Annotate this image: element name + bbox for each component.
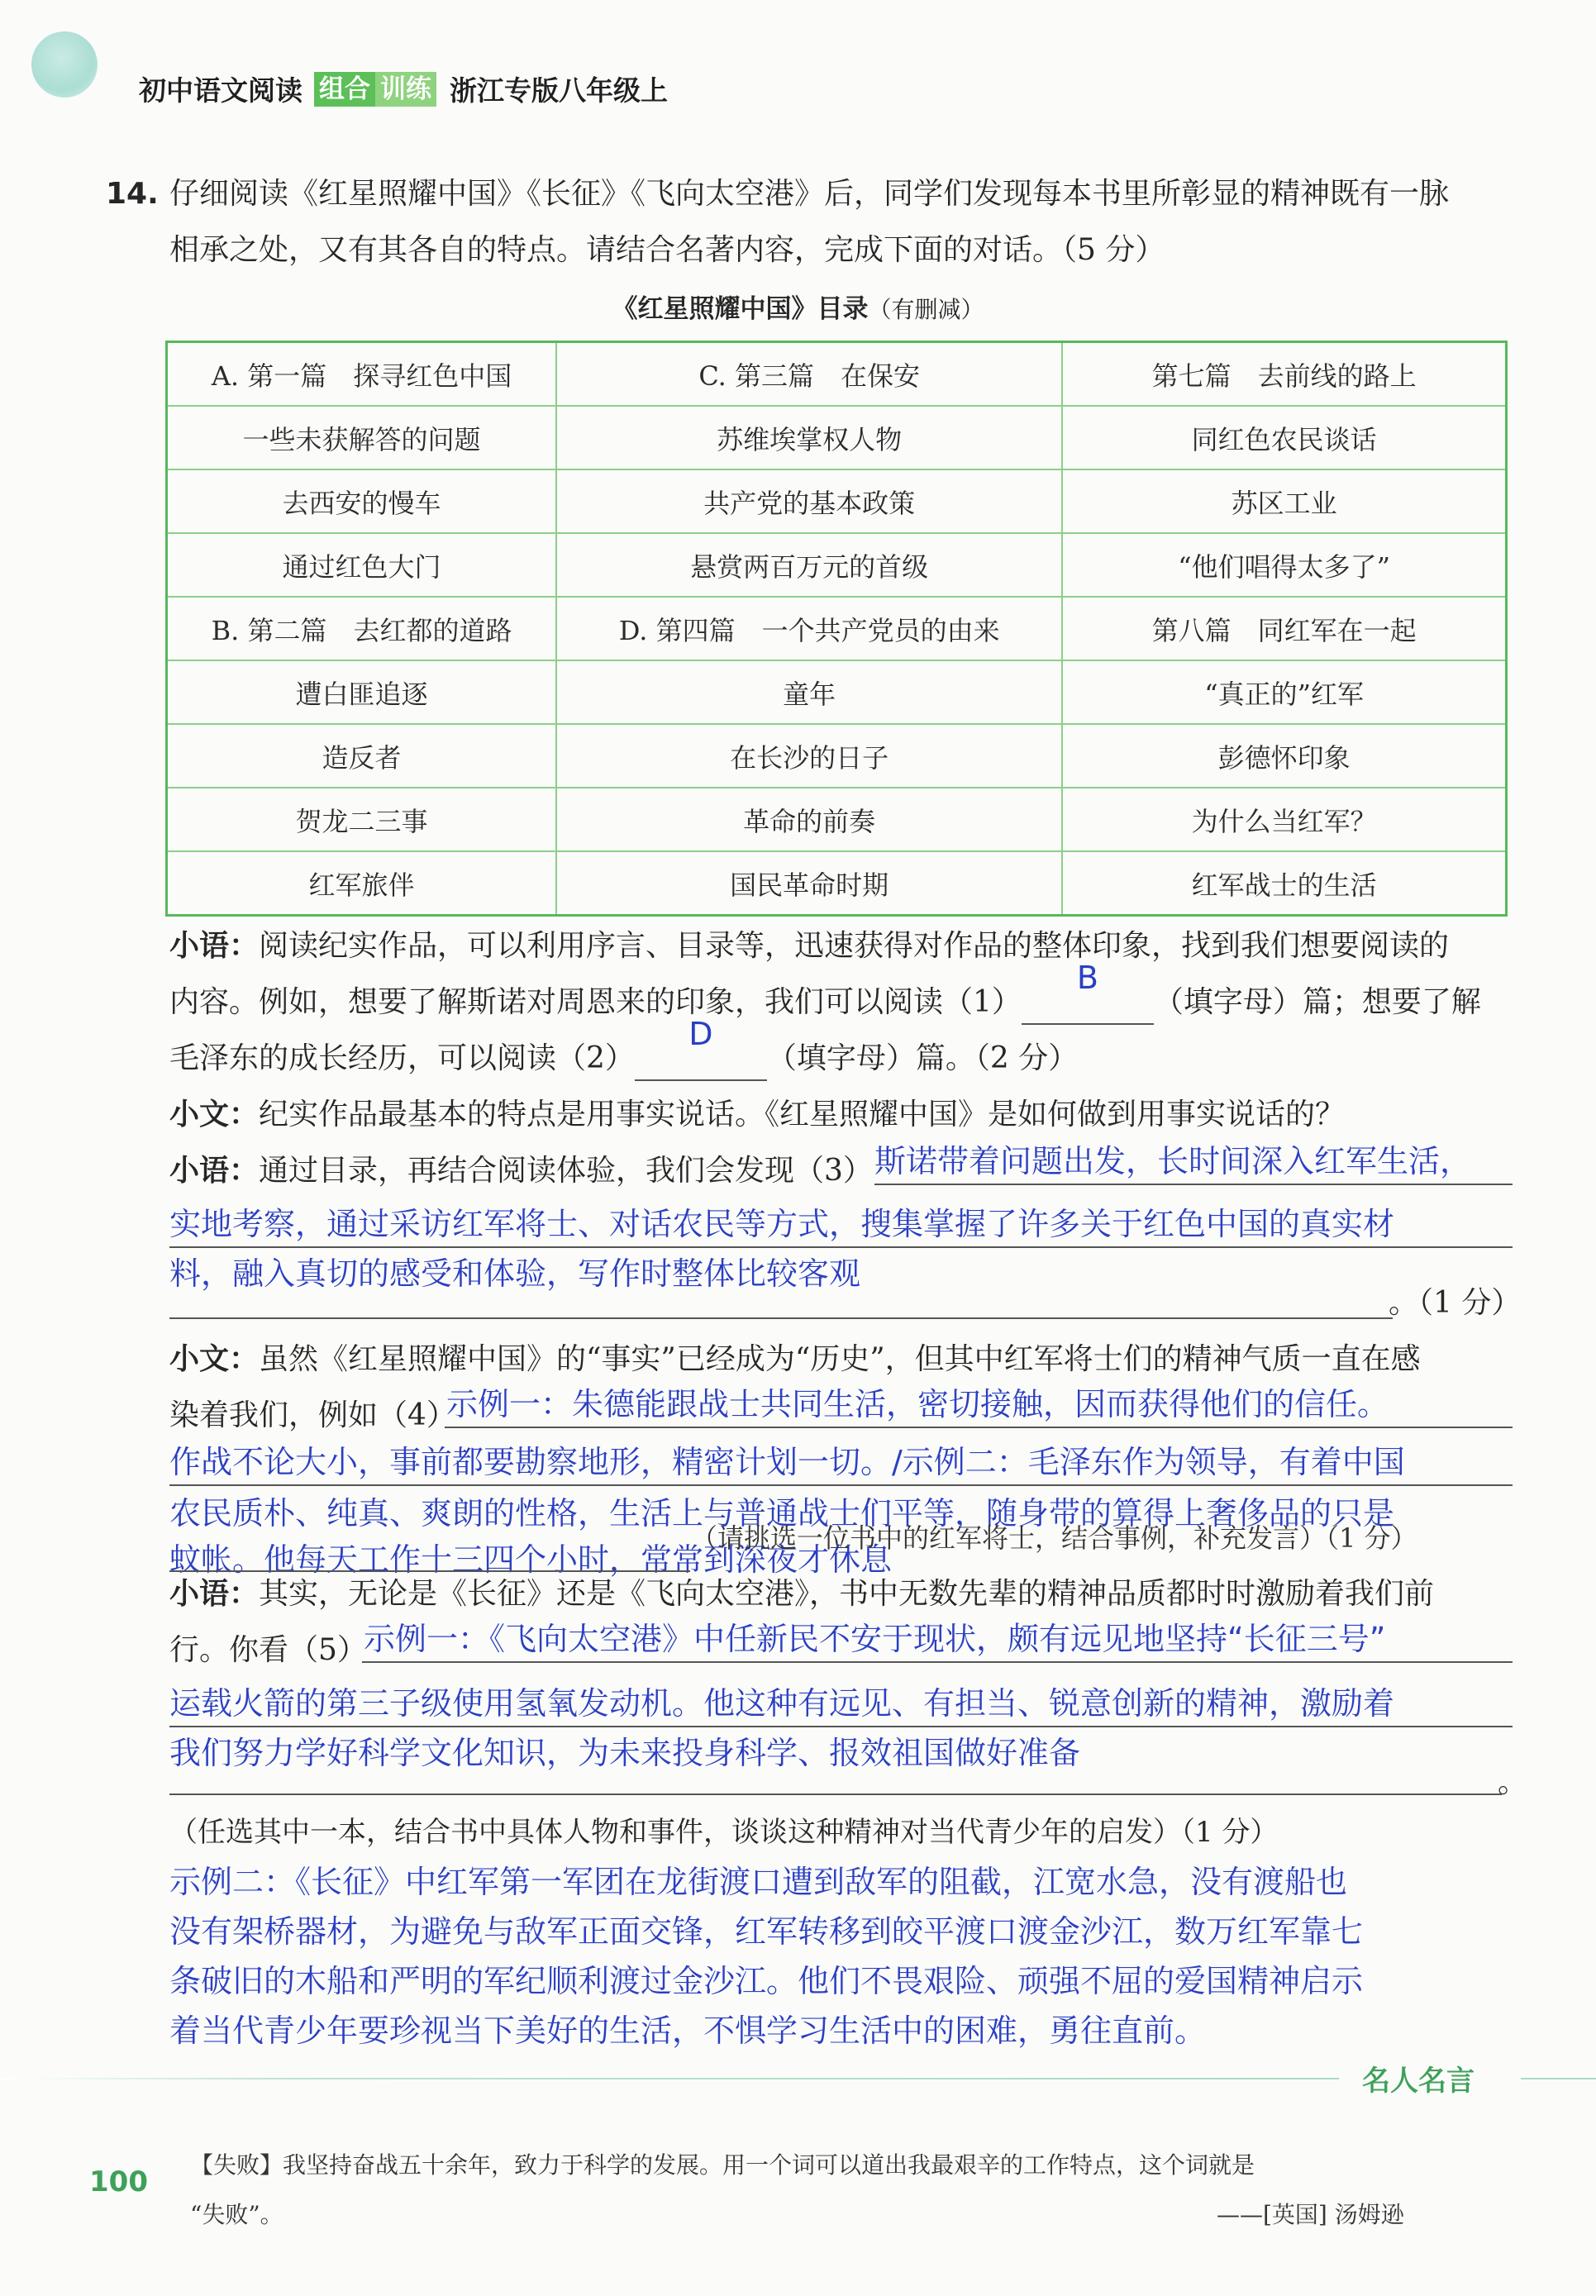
toc-cell: 童年 [556, 660, 1062, 724]
toc-cell: C. 第三篇 在保安 [556, 342, 1062, 407]
speaker-label: 小文： [169, 1098, 260, 1131]
answer-5-line3: 我们努力学好科学文化知识，为未来投身科学、报效祖国做好准备 [169, 1735, 1081, 1771]
footer-divider-left [0, 2078, 1339, 2079]
answer-3-line3: 料，融入真切的感受和体验，写作时整体比较客观 [169, 1255, 861, 1292]
toc-cell: 一些未获解答的问题 [167, 406, 557, 469]
answer-4-rule2 [169, 1484, 1513, 1486]
answer-blank-2[interactable] [635, 1016, 767, 1081]
toc-cell: 造反者 [167, 724, 557, 788]
xiaoyu1-text3a: 毛泽东的成长经历，可以阅读（2） [169, 1041, 635, 1075]
toc-cell: 遭白匪追逐 [167, 660, 557, 724]
answer-5-line1: 示例一：《飞向太空港》中任新民不安于现状，颇有远见地坚持“长征三号” [364, 1621, 1386, 1657]
header-logo-circle [31, 31, 98, 98]
xiaoyu2-text1: 通过目录，再结合阅读体验，我们会发现（3） [259, 1154, 873, 1188]
toc-table [165, 341, 1508, 917]
answer-1: B [1076, 960, 1098, 996]
xiaoyu3-line1 [169, 1574, 1434, 1615]
xiaowen2-text1: 虽然《红星照耀中国》的“事实”已经成为“历史”，但其中红军将士们的精神气质一直在感 [259, 1342, 1421, 1376]
header-badge-1: 组合 [314, 72, 375, 107]
toc-row [167, 342, 1507, 407]
answer-5-example2-line4: 着当代青少年要珍视当下美好的生活，不惧学习生活中的困难，勇往直前。 [169, 2013, 1207, 2049]
toc-cell: A. 第一篇 探寻红色中国 [167, 342, 557, 407]
speaker-label: 小语： [169, 929, 260, 963]
toc-cell: D. 第四篇 一个共产党员的由来 [556, 597, 1062, 660]
question-text-line1: 仔细阅读《红星照耀中国》《长征》《飞向太空港》后，同学们发现每本书里所彰显的精神既有一脉 [169, 177, 1450, 211]
xiaoyu1-text2a: 内容。例如，想要了解斯诺对周恩来的印象，我们可以阅读（1） [169, 985, 1022, 1019]
book-header [139, 69, 668, 108]
toc-row [167, 724, 1507, 788]
answer-2: D [688, 1016, 713, 1052]
answer-5-line2: 运载火箭的第三子级使用氢氧发动机。他这种有远见、有担当、锐意创新的精神，激励着 [169, 1685, 1395, 1722]
toc-title-text: 《红星照耀中国》目录 [612, 294, 869, 324]
quote-source: ——[英国] 汤姆逊 [1217, 2201, 1404, 2228]
xiaoyu1-text2b: （填字母）篇；想要了解 [1153, 985, 1481, 1019]
answer-5-rule1 [362, 1661, 1513, 1663]
toc-cell: 国民革命时期 [556, 851, 1062, 916]
xiaoyu1-line2 [169, 960, 1481, 1025]
answer-4-note: （请挑选一位书中的红军将士，结合事例，补充发言）（1 分） [691, 1522, 1417, 1554]
answer-5-example2-line3: 条破旧的木船和严明的军纪顺利渡过金沙江。他们不畏艰险、顽强不屈的爱国精神启示 [169, 1963, 1364, 1999]
xiaoyu2-line1 [169, 1150, 873, 1192]
toc-cell: B. 第二篇 去红都的道路 [167, 597, 557, 660]
xiaoyu1-line1 [169, 926, 1449, 967]
toc-row [167, 533, 1507, 597]
answer-4-line3: 农民质朴、纯真、爽朗的性格，生活上与普通战士们平等，随身带的算得上奢侈品的只是 [169, 1495, 1395, 1531]
footer-section-label: 名人名言 [1362, 2065, 1475, 2098]
answer-4-rule1 [445, 1427, 1513, 1428]
toc-row [167, 597, 1507, 660]
toc-cell: 为什么当红军？ [1062, 788, 1506, 851]
answer-5-example2-line1: 示例二：《长征》中红军第一军团在龙街渡口遭到敌军的阻截，江宽水急，没有渡船也 [169, 1864, 1348, 1900]
toc-cell: 同红色农民谈话 [1062, 406, 1506, 469]
question-number: 14. [106, 177, 159, 211]
xiaowen2-line1 [169, 1339, 1421, 1380]
speaker-label: 小文： [169, 1342, 260, 1376]
header-badge-2: 训练 [375, 72, 436, 107]
toc-cell: 共产党的基本政策 [556, 469, 1062, 533]
answer-3-line2: 实地考察，通过采访红军将士、对话农民等方式，搜集掌握了许多关于红色中国的真实材 [169, 1206, 1395, 1242]
xiaoyu1-line3 [169, 1016, 1079, 1081]
toc-cell: 苏维埃掌权人物 [556, 406, 1062, 469]
quote-line1: 【失败】我坚持奋战五十余年，致力于科学的发展。用一个词可以道出我最艰辛的工作特点，这个词就是 [190, 2151, 1255, 2179]
answer-5-note: （任选其中一本，结合书中具体人物和事件，谈谈这种精神对当代青少年的启发）（1 分） [169, 1816, 1279, 1849]
toc-row [167, 788, 1507, 851]
answer-5-example2-line2: 没有架桥器材，为避免与敌军正面交锋，红军转移到皎平渡口渡金沙江，数万红军靠七 [169, 1913, 1364, 1950]
toc-title-note: （有删减） [868, 296, 984, 323]
toc-cell: 红军旅伴 [167, 851, 557, 916]
answer-4-line4: 蚊帐。他每天工作十三四个小时，常常到深夜才休息 [169, 1541, 893, 1578]
speaker-label: 小语： [169, 1577, 260, 1611]
answer-3-rule2 [169, 1246, 1513, 1248]
toc-cell: “真正的”红军 [1062, 660, 1506, 724]
xiaowen2-line2: 染着我们，例如（4） [169, 1398, 456, 1432]
answer-4-line1: 示例一：朱德能跟战士共同生活，密切接触，因而获得他们的信任。 [446, 1386, 1389, 1422]
toc-cell: 苏区工业 [1062, 469, 1506, 533]
toc-row [167, 660, 1507, 724]
answer-blank-1[interactable] [1022, 960, 1154, 1025]
quote-line2: “失败”。 [190, 2201, 283, 2228]
toc-row [167, 851, 1507, 916]
answer-3-end: 。（1 分） [1389, 1286, 1522, 1320]
toc-row [167, 469, 1507, 533]
toc-cell: 红军战士的生活 [1062, 851, 1506, 916]
toc-cell: 革命的前奏 [556, 788, 1062, 851]
toc-cell: 贺龙二三事 [167, 788, 557, 851]
header-prefix: 初中语文阅读 [139, 74, 303, 107]
answer-5-rule2 [169, 1726, 1513, 1727]
xiaoyu1-text1: 阅读纪实作品，可以利用序言、目录等，迅速获得对作品的整体印象，找到我们想要阅读的 [259, 929, 1450, 963]
xiaowen1-text1: 纪实作品最基本的特点是用事实说话。《红星照耀中国》是如何做到用事实说话的？ [259, 1098, 1346, 1131]
toc-cell: “他们唱得太多了” [1062, 533, 1506, 597]
answer-5-rule3 [169, 1793, 1502, 1795]
toc-cell: 去西安的慢车 [167, 469, 557, 533]
toc-cell: 第八篇 同红军在一起 [1062, 597, 1506, 660]
toc-title [0, 288, 1596, 325]
footer-divider-right [1521, 2078, 1596, 2079]
answer-3-rule3 [169, 1317, 1393, 1319]
answer-3-line1: 斯诺带着问题出发，长时间深入红军生活， [874, 1143, 1472, 1179]
answer-4-line2: 作战不论大小，事前都要勘察地形，精密计划一切。/示例二：毛泽东作为领导，有着中国 [169, 1444, 1405, 1480]
question-text-line2: 相承之处，又有其各自的特点。请结合名著内容，完成下面的对话。（5 分） [169, 233, 1165, 267]
xiaowen1-line1 [169, 1094, 1345, 1136]
xiaoyu1-text3b: （填字母）篇。（2 分） [766, 1041, 1079, 1075]
xiaoyu3-line2: 行。你看（5） [169, 1633, 367, 1667]
header-edition: 浙江专版八年级上 [450, 74, 668, 107]
speaker-label: 小语： [169, 1154, 260, 1188]
xiaoyu3-text1: 其实，无论是《长征》还是《飞向太空港》，书中无数先辈的精神品质都时时激励着我们前 [259, 1577, 1435, 1611]
answer-4-rule3 [169, 1570, 690, 1572]
toc-cell: 在长沙的日子 [556, 724, 1062, 788]
toc-cell: 彭德怀印象 [1062, 724, 1506, 788]
answer-3-rule1 [874, 1184, 1513, 1185]
toc-cell: 第七篇 去前线的路上 [1062, 342, 1506, 407]
page-number: 100 [89, 2165, 148, 2198]
toc-row [167, 406, 1507, 469]
toc-cell: 通过红色大门 [167, 533, 557, 597]
toc-cell: 悬赏两百万元的首级 [556, 533, 1062, 597]
answer-5-end: 。 [1498, 1765, 1528, 1799]
